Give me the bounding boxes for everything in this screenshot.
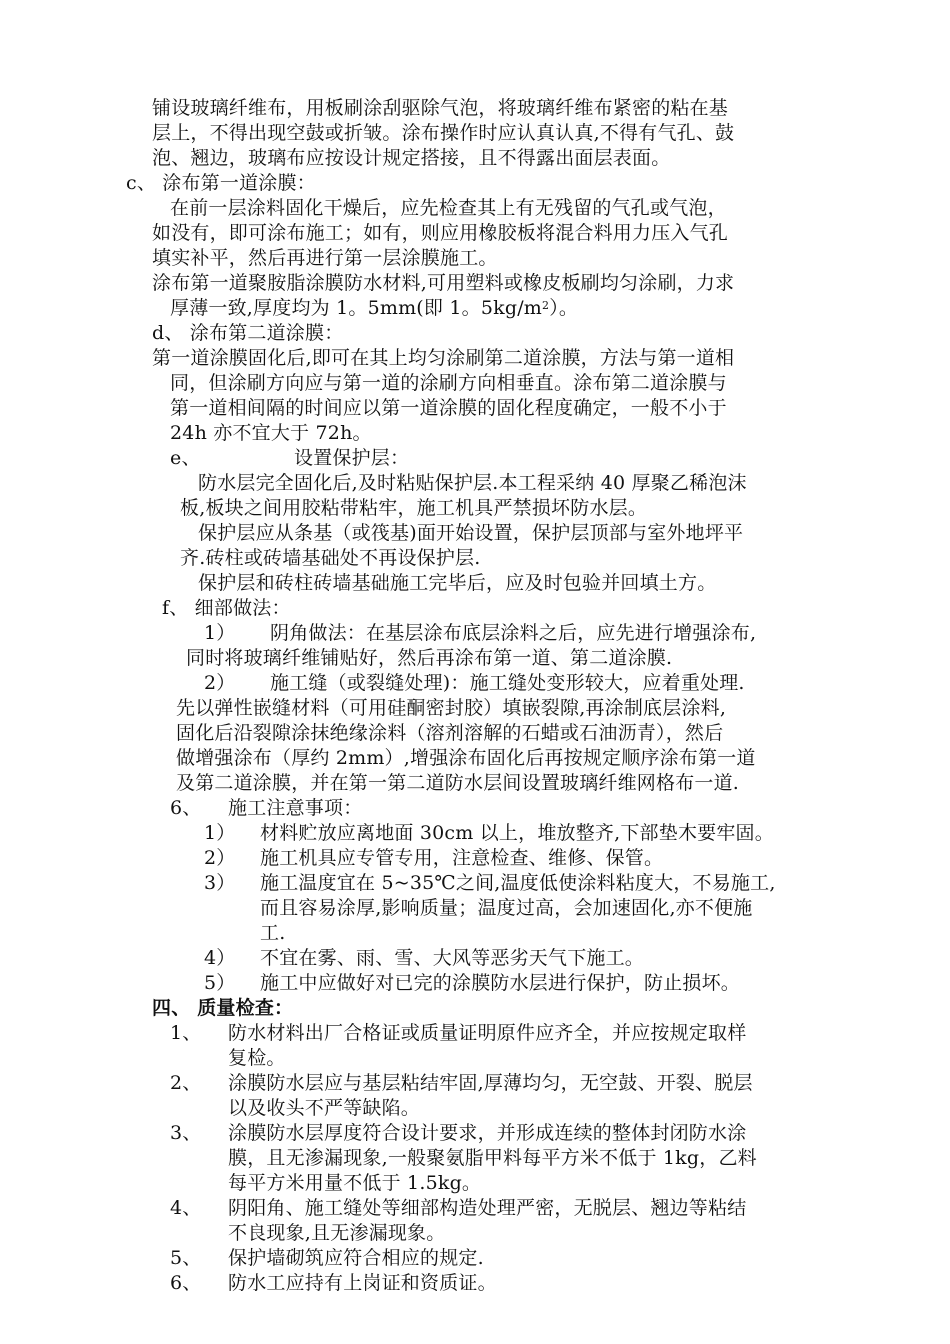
text-line: 填实补平，然后再进行第一层涂膜施工。 bbox=[152, 247, 498, 269]
text-line: 防水工应持有上岗证和资质证。 bbox=[228, 1272, 497, 1294]
text-line: 复检。 bbox=[228, 1047, 286, 1069]
text-line: 膜，且无渗漏现象,一般聚氨脂甲料每平方米不低于 1kg，乙料 bbox=[228, 1147, 757, 1169]
section-heading-f: f、 细部做法： bbox=[162, 597, 291, 619]
text-line: 材料贮放应离地面 30cm 以上，堆放整齐,下部垫木要牢固。 bbox=[260, 822, 774, 844]
text-line: 工. bbox=[260, 922, 286, 944]
text-line: 每平方米用量不低于 1.5kg。 bbox=[228, 1172, 482, 1194]
item-number: 5、 bbox=[170, 1247, 202, 1269]
text-line: 施工缝（或裂缝处理)：施工缝处变形较大，应着重处理. bbox=[270, 672, 745, 694]
text-line: 齐.砖柱或砖墙基础处不再设保护层. bbox=[180, 547, 481, 569]
item-number: 1、 bbox=[170, 1022, 202, 1044]
text-line: 阴角做法：在基层涂布底层涂料之后，应先进行增强涂布, bbox=[270, 622, 757, 644]
section-heading-quality-check: 四、 质量检查： bbox=[152, 997, 294, 1019]
text-line: 涂膜防水层厚度符合设计要求，并形成连续的整体封闭防水涂 bbox=[228, 1122, 747, 1144]
section-heading-d: d、 涂布第二道涂膜： bbox=[152, 322, 344, 344]
text-line: 固化后沿裂隙涂抹绝缘涂料（溶剂溶解的石蜡或石油沥青），然后 bbox=[176, 722, 724, 744]
text-line: 保护层应从条基（或筏基)面开始设置，保护层顶部与室外地坪平 bbox=[198, 522, 744, 544]
item-number: 1） bbox=[204, 622, 236, 644]
section-label-e: e、 bbox=[170, 447, 201, 469]
text-segment: ）。 bbox=[549, 297, 579, 319]
text-line: 施工温度宜在 5~35℃之间,温度低使涂料粘度大，不易施工, bbox=[260, 872, 776, 894]
text-line: 不良现象,且无渗漏现象。 bbox=[228, 1222, 446, 1244]
text-line: 防水层完全固化后,及时粘贴保护层.本工程采纳 40 厚聚乙稀泡沫 bbox=[198, 472, 747, 494]
item-number: 4） bbox=[204, 947, 236, 969]
item-number: 1） bbox=[204, 822, 236, 844]
item-number: 3） bbox=[204, 872, 236, 894]
text-line: 铺设玻璃纤维布，用板刷涂刮驱除气泡，将玻璃纤维布紧密的粘在基 bbox=[152, 97, 729, 119]
text-line: 先以弹性嵌缝材料（可用硅酮密封胶）填嵌裂隙,再涂制底层涂料, bbox=[176, 697, 727, 719]
text-line: 同时将玻璃纤维铺贴好，然后再涂布第一道、第二道涂膜. bbox=[186, 647, 673, 669]
text-line: 板,板块之间用胶粘带粘牢，施工机具严禁损坏防水层。 bbox=[180, 497, 648, 519]
text-line: 防水材料出厂合格证或质量证明原件应齐全，并应按规定取样 bbox=[228, 1022, 747, 1044]
text-segment: 厚薄一致,厚度均为 1。5mm(即 1。5kg/m bbox=[170, 297, 543, 319]
item-number: 5） bbox=[204, 972, 236, 994]
text-line: 做增强涂布（厚约 2mm）,增强涂布固化后再按规定顺序涂布第一道 bbox=[176, 747, 756, 769]
text-line: 同，但涂刷方向应与第一道的涂刷方向相垂直。涂布第二道涂膜与 bbox=[170, 372, 727, 394]
section-heading-6: 施工注意事项： bbox=[228, 797, 363, 819]
text-line: 施工中应做好对已完的涂膜防水层进行保护，防止损坏。 bbox=[260, 972, 741, 994]
section-heading-c: c、 涂布第一道涂膜： bbox=[126, 172, 316, 194]
item-number: 4、 bbox=[170, 1197, 202, 1219]
text-line: 保护墙砌筑应符合相应的规定. bbox=[228, 1247, 484, 1269]
item-number: 2） bbox=[204, 847, 236, 869]
superscript: 2 bbox=[542, 299, 550, 312]
text-line: 不宜在雾、雨、雪、大风等恶劣天气下施工。 bbox=[260, 947, 645, 969]
text-line bbox=[170, 296, 578, 320]
text-line: 24h 亦不宜大于 72h。 bbox=[170, 422, 372, 444]
text-line: 阴阳角、施工缝处等细部构造处理严密，无脱层、翘边等粘结 bbox=[228, 1197, 747, 1219]
text-line: 层上，不得出现空鼓或折皱。涂布操作时应认真认真,不得有气孔、鼓 bbox=[152, 122, 735, 144]
text-line: 保护层和砖柱砖墙基础施工完毕后，应及时包验并回填土方。 bbox=[198, 572, 717, 594]
text-line: 第一道相间隔的时间应以第一道涂膜的固化程度确定，一般不小于 bbox=[170, 397, 727, 419]
text-line: 而且容易涂厚,影响质量；温度过高，会加速固化,亦不便施 bbox=[260, 897, 753, 919]
item-number: 2、 bbox=[170, 1072, 202, 1094]
item-number: 3、 bbox=[170, 1122, 202, 1144]
text-line: 在前一层涂料固化干燥后，应先检查其上有无残留的气孔或气泡， bbox=[170, 197, 727, 219]
text-line: 施工机具应专管专用，注意检查、维修、保管。 bbox=[260, 847, 664, 869]
item-number: 2） bbox=[204, 672, 236, 694]
item-number: 6、 bbox=[170, 797, 202, 819]
item-number: 6、 bbox=[170, 1272, 202, 1294]
text-line: 及第二道涂膜，并在第一第二道防水层间设置玻璃纤维网格布一道. bbox=[176, 772, 740, 794]
text-line: 涂布第一道聚胺脂涂膜防水材料,可用塑料或橡皮板刷均匀涂刷，力求 bbox=[152, 272, 735, 294]
text-line: 如没有，即可涂布施工；如有，则应用橡胶板将混合料用力压入气孔 bbox=[152, 222, 729, 244]
text-line: 泡、翘边，玻璃布应按设计规定搭接，且不得露出面层表面。 bbox=[152, 147, 671, 169]
section-heading-e: 设置保护层： bbox=[294, 447, 410, 469]
text-line: 第一道涂膜固化后,即可在其上均匀涂刷第二道涂膜，方法与第一道相 bbox=[152, 347, 735, 369]
text-line: 涂膜防水层应与基层粘结牢固,厚薄均匀，无空鼓、开裂、脱层 bbox=[228, 1072, 753, 1094]
text-line: 以及收头不严等缺陷。 bbox=[228, 1097, 421, 1119]
